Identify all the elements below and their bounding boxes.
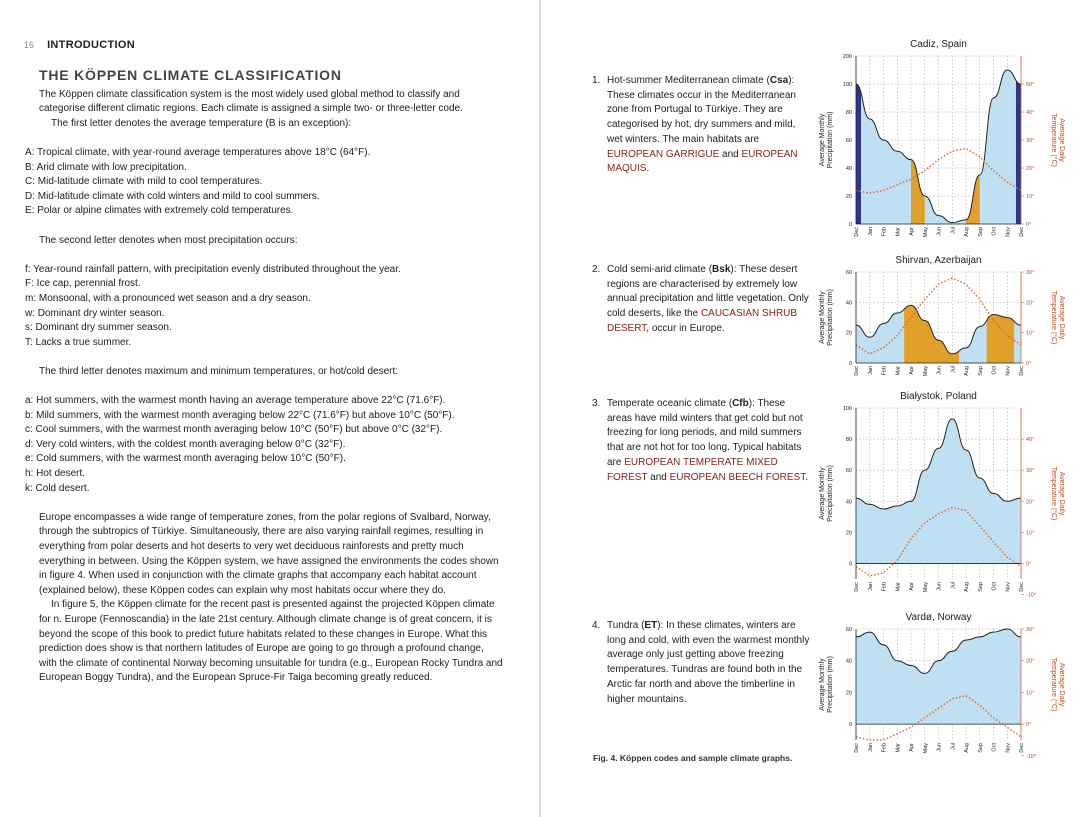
climate-chart-shirvan bbox=[814, 252, 1074, 387]
y2-tick-label: 0° bbox=[1026, 361, 1032, 367]
chart-title: Vardø, Norway bbox=[905, 612, 972, 623]
second-letter-item: T: Lacks a true summer. bbox=[25, 336, 132, 348]
y-tick-label: 40 bbox=[845, 658, 852, 665]
y2-tick-label: 20° bbox=[1026, 658, 1035, 665]
left-column bbox=[25, 67, 504, 686]
y2-axis-label-line: Temperature (°C) bbox=[1050, 290, 1057, 345]
x-tick-label: Dec bbox=[1019, 227, 1025, 237]
item-number: 1. bbox=[592, 75, 601, 86]
third-letter-item: e: Cold summers, with the warmest month averaging below 10°C (50°F). bbox=[25, 453, 346, 465]
x-tick-label: Feb bbox=[881, 366, 888, 376]
y-axis-label-line: Average Monthly bbox=[819, 467, 826, 520]
x-tick-label: Jul bbox=[950, 227, 957, 235]
y-axis-label-line: Average Monthly bbox=[819, 658, 826, 711]
page-gutter bbox=[539, 0, 541, 817]
y-tick-label: 20 bbox=[845, 530, 852, 537]
second-letter-note: The second letter denotes when most precipitation occurs: bbox=[39, 234, 298, 246]
x-tick-label: May bbox=[922, 227, 929, 238]
y2-tick-label: 30° bbox=[1026, 138, 1035, 144]
y2-tick-label: 20° bbox=[1026, 300, 1035, 307]
x-tick-label: Jun bbox=[936, 227, 943, 236]
x-tick-label: Mar bbox=[895, 743, 902, 753]
x-tick-label: Dec bbox=[854, 582, 860, 592]
x-tick-label: Apr bbox=[909, 582, 915, 591]
y-axis-label-line: Precipitation (mm) bbox=[827, 289, 834, 346]
x-tick-label: Feb bbox=[881, 743, 888, 753]
x-tick-label: Jun bbox=[936, 366, 943, 375]
habitat-link[interactable]: EUROPEAN MAQUIS bbox=[607, 148, 798, 175]
item-number: 4. bbox=[592, 620, 601, 631]
dry-season-band bbox=[904, 272, 959, 363]
page-title: THE KÖPPEN CLIMATE CLASSIFICATION bbox=[39, 67, 342, 83]
climate-code: Csa bbox=[769, 75, 789, 86]
y2-tick-label: -10° bbox=[1026, 592, 1037, 599]
y2-axis-label-line: Temperature (°C) bbox=[1050, 113, 1057, 167]
x-tick-label: Apr bbox=[909, 366, 915, 375]
chart-title: Shirvan, Azerbaijan bbox=[895, 255, 982, 266]
third-letter-item: a: Hot summers, with the warmest month having an average temperature above 22°C (71.6°F). bbox=[25, 395, 446, 407]
x-tick-label: Sep bbox=[977, 366, 984, 376]
y2-tick-label: 40° bbox=[1026, 110, 1035, 116]
y2-axis-label-line: Average Daily bbox=[1058, 471, 1065, 516]
x-tick-label: Nov bbox=[1005, 366, 1012, 376]
y-axis-label-line: Precipitation (mm) bbox=[827, 111, 834, 169]
climate-code: ET bbox=[644, 620, 658, 631]
y-tick-label: 40 bbox=[845, 300, 852, 307]
y-axis-label-line: Precipitation (mm) bbox=[827, 465, 834, 522]
y2-axis-label bbox=[1050, 291, 1065, 345]
climate-code: Bsk bbox=[712, 264, 731, 275]
x-tick-label: Jan bbox=[867, 743, 874, 752]
habitat-link[interactable]: CAUCASIAN SHRUB DESERT bbox=[607, 308, 798, 334]
x-tick-label: Dec bbox=[854, 366, 860, 376]
third-letter-item: b: Mild summers, with the warmest month averaging below 22°C (71.6°F) but above 10°C (50°F). bbox=[25, 409, 455, 421]
y-tick-label: 20 bbox=[845, 194, 852, 200]
y-tick-label: 60 bbox=[845, 270, 852, 276]
x-tick-label: Dec bbox=[1019, 582, 1025, 592]
x-tick-label: Dec bbox=[854, 743, 860, 753]
second-letter-item: m: Monsoonal, with a pronounced wet season and a dry season. bbox=[25, 292, 311, 304]
y2-axis-label-line: Average Daily bbox=[1058, 662, 1065, 707]
y2-tick-label: 20° bbox=[1026, 499, 1035, 506]
climate-item-et: 4. Tundra (ET): In these climates, winters are long and cold, with even the warmest monthly average only just getting above freezing temperatures. Tundras are found both in the Arctic far north and above the timberline in higher mountains. bbox=[592, 620, 810, 705]
y-tick-label: 40 bbox=[845, 499, 852, 506]
y-tick-label: 40 bbox=[845, 166, 852, 172]
x-tick-label: Oct bbox=[991, 227, 998, 236]
climate-graph bbox=[814, 252, 1074, 387]
third-letter-list bbox=[25, 394, 504, 496]
y2-tick-label: 10° bbox=[1026, 530, 1035, 537]
x-tick-label: Feb bbox=[881, 227, 888, 237]
x-tick-label: Oct bbox=[991, 366, 998, 375]
first-letter-item: B: Arid climate with low precipitation. bbox=[25, 161, 187, 173]
y-tick-label: 100 bbox=[842, 82, 852, 88]
x-tick-label: Jan bbox=[867, 227, 874, 236]
second-letter-list bbox=[25, 263, 504, 351]
y-tick-label: 80 bbox=[845, 110, 852, 116]
x-tick-label: Aug bbox=[964, 582, 970, 592]
first-letter-list bbox=[25, 146, 504, 219]
europe-paragraph: Europe encompasses a wide range of temperature zones, from the polar regions of Svalbard, Norway, through the subtropics of Türkiye. Simultaneously, there are also varying rainfall regimes, resulting in everything from polar deserts and hot deserts to very wet deciduous rainforests and pretty much everything in between. Using the Köppen system, we have assigned the environments the codes shown in figure 4. When used in conjunction with the climate graphs that accompany each habitat account (explained below), these Köppen codes can explain why most habitats occur where they do. bbox=[39, 511, 499, 596]
y2-axis-label-line: Temperature (°C) bbox=[1050, 466, 1057, 521]
x-tick-label: May bbox=[922, 743, 929, 754]
y-tick-label: 60 bbox=[845, 468, 852, 475]
x-tick-label: Nov bbox=[1005, 743, 1012, 753]
climate-item-cfb: 3. Temperate oceanic climate (Cfb): These areas have mild winters that get cold but not freezing for long periods, and mild summers that are not hot for too long. Typical habitats are EUROPEAN TEMPERATE MIXED FOREST and EUROPEAN BEECH FOREST. bbox=[592, 398, 809, 483]
second-letter-item: s: Dominant dry summer season. bbox=[25, 322, 172, 334]
y-tick-label: 20 bbox=[845, 690, 852, 697]
climate-chart-bialystok bbox=[814, 388, 1074, 603]
dry-season-band bbox=[987, 272, 1015, 363]
x-tick-label: Nov bbox=[1005, 227, 1012, 237]
y2-tick-label: 10° bbox=[1026, 194, 1035, 200]
page-number: 16 bbox=[24, 40, 35, 50]
y-axis-label-line: Average Monthly bbox=[819, 291, 826, 344]
x-tick-label: Feb bbox=[881, 582, 888, 592]
x-tick-label: Dec bbox=[1019, 366, 1025, 376]
x-tick-label: Aug bbox=[964, 743, 970, 753]
x-tick-label: Jul bbox=[950, 582, 957, 590]
x-tick-label: May bbox=[922, 582, 929, 593]
item-number: 2. bbox=[592, 264, 601, 275]
x-tick-label: Mar bbox=[895, 227, 902, 237]
x-tick-label: Jan bbox=[867, 582, 874, 591]
climate-code: Cfb bbox=[732, 398, 749, 409]
y-tick-label: 80 bbox=[845, 437, 852, 444]
intro-paragraph: The Köppen climate classification system is the most widely used global method to classify and categorise different climatic regions. Each climate is assigned a simple two- or three-letter code. bbox=[39, 88, 463, 115]
y-axis-label bbox=[819, 112, 834, 169]
y-tick-label: 0 bbox=[848, 361, 852, 367]
y2-tick-label: 30° bbox=[1026, 270, 1035, 276]
y-axis-label bbox=[819, 465, 834, 522]
x-tick-label: Jun bbox=[936, 582, 943, 591]
climate-item-csa: 1. Hot-summer Mediterranean climate (Csa): These climates occur in the Mediterranean zone from Portugal to Türkiye. They are categorised by hot, dry summers and mild, wet winters. The main habitats are EUROPEAN GARRIGUE and EUROPEAN MAQUIS. bbox=[592, 75, 798, 175]
x-tick-label: Sep bbox=[977, 743, 984, 753]
y-axis-label bbox=[819, 656, 834, 713]
y2-tick-label: 50° bbox=[1026, 82, 1035, 88]
x-tick-label: Sep bbox=[977, 227, 984, 237]
y2-tick-label: 10° bbox=[1026, 330, 1035, 337]
x-tick-label: Mar bbox=[895, 366, 902, 376]
y-tick-label: 100 bbox=[842, 406, 852, 412]
climate-chart-cadiz bbox=[814, 36, 1074, 248]
x-tick-label: May bbox=[922, 366, 929, 377]
x-tick-label: Oct bbox=[991, 582, 998, 591]
y-axis-label-line: Average Monthly bbox=[819, 113, 826, 167]
x-tick-label: Dec bbox=[1019, 743, 1025, 753]
x-tick-label: Jul bbox=[950, 743, 957, 751]
habitat-link[interactable]: EUROPEAN BEECH FOREST bbox=[669, 471, 806, 483]
second-letter-item: F: Ice cap, perennial frost. bbox=[25, 278, 141, 290]
x-tick-label: Aug bbox=[964, 227, 970, 237]
x-tick-label: Jun bbox=[936, 743, 943, 752]
chart-title: Cadiz, Spain bbox=[910, 39, 967, 50]
section-title: INTRODUCTION bbox=[47, 39, 136, 51]
y-tick-label: 200 bbox=[842, 54, 852, 60]
y2-tick-label: 30° bbox=[1026, 468, 1035, 475]
first-letter-item: A: Tropical climate, with year-round average temperatures above 18°C (64°F). bbox=[25, 146, 371, 158]
habitat-link[interactable]: EUROPEAN TEMPERATE MIXED FOREST bbox=[607, 456, 778, 483]
y-tick-label: 20 bbox=[845, 330, 852, 337]
third-letter-item: d: Very cold winters, with the coldest month averaging below 0°C (32°F). bbox=[25, 438, 346, 450]
y2-tick-label: 0° bbox=[1026, 222, 1032, 228]
running-header bbox=[24, 39, 135, 51]
second-letter-item: w: Dominant dry winter season. bbox=[25, 307, 165, 319]
y2-axis-label-line: Temperature (°C) bbox=[1050, 657, 1057, 712]
wet-season-band bbox=[856, 56, 861, 224]
y2-axis-label bbox=[1050, 658, 1065, 712]
y2-tick-label: 0° bbox=[1026, 561, 1032, 568]
y-tick-label: 0 bbox=[848, 722, 852, 729]
y2-tick-label: 0° bbox=[1026, 722, 1032, 729]
y-tick-label: 0 bbox=[848, 561, 852, 568]
climate-chart-vardo bbox=[814, 609, 1074, 764]
habitat-link[interactable]: EUROPEAN GARRIGUE bbox=[607, 148, 720, 160]
climate-graph bbox=[814, 36, 1074, 248]
third-letter-item: k: Cold desert. bbox=[25, 482, 90, 494]
y2-tick-label: 30° bbox=[1026, 627, 1035, 633]
x-tick-label: Jan bbox=[867, 366, 874, 375]
x-tick-label: Apr bbox=[909, 743, 915, 752]
x-tick-label: Mar bbox=[895, 582, 902, 592]
first-letter-item: D: Mid-latitude climate with cold winters and mild to cool summers. bbox=[25, 190, 320, 202]
y-axis-label bbox=[819, 289, 834, 346]
third-letter-item: h: Hot desert. bbox=[25, 468, 86, 480]
x-tick-label: Aug bbox=[964, 366, 970, 376]
x-tick-label: Apr bbox=[909, 227, 915, 236]
first-letter-item: E: Polar or alpine climates with extremely cold temperatures. bbox=[25, 205, 294, 217]
y2-axis-label-line: Average Daily bbox=[1058, 118, 1065, 162]
y2-axis-label bbox=[1050, 467, 1065, 521]
y-tick-label: 0 bbox=[848, 222, 852, 228]
y-axis-label-line: Precipitation (mm) bbox=[827, 656, 834, 713]
x-tick-label: Sep bbox=[977, 582, 984, 592]
x-tick-label: Nov bbox=[1005, 582, 1012, 592]
first-letter-note: The first letter denotes the average temperature (B is an exception): bbox=[51, 117, 352, 129]
third-letter-item: c: Cool summers, with the warmest month averaging below 10°C (50°F) but above 0°C (32°F). bbox=[25, 424, 443, 436]
figure5-paragraph: In figure 5, the Köppen climate for the recent past is presented against the projected Köppen climate for n. Europe (Fennoscandia) in the late 21st century. Although climate change is of great concern, it is beyond the scope of this book to predict future habitats related to these changes in Europe. What this prediction does show is that northern latitudes of Europe are going to go through a profound change, with the climate of continental Norway becoming unsuitable for tundra (e.g., European Rocky Tundra and European Boggy Tundra), and the European Spruce-Fir Taiga becoming greatly reduced. bbox=[39, 599, 503, 684]
x-tick-label: Oct bbox=[991, 743, 998, 752]
second-letter-item: f: Year-round rainfall pattern, with precipitation evenly distributed throughout the year. bbox=[25, 263, 401, 275]
x-tick-label: Dec bbox=[854, 227, 860, 237]
y-tick-label: 60 bbox=[845, 138, 852, 144]
climate-graph bbox=[814, 609, 1074, 764]
climate-item-bsk: 2. Cold semi-arid climate (Bsk): These desert regions are characterised by extremely low annual precipitation and little vegetation. Only cold deserts, like the CAUCASIAN SHRUB DESERT, occur in Europe. bbox=[592, 264, 809, 334]
x-tick-label: Jul bbox=[950, 366, 957, 374]
y-tick-label: 60 bbox=[845, 627, 852, 633]
y2-tick-label: 20° bbox=[1026, 166, 1035, 172]
y2-tick-label: 10° bbox=[1026, 690, 1035, 697]
third-letter-note: The third letter denotes maximum and minimum temperatures, or hot/cold desert: bbox=[39, 365, 399, 377]
y2-axis-label bbox=[1050, 113, 1065, 167]
y2-tick-label: -10° bbox=[1026, 753, 1037, 760]
y2-tick-label: 40° bbox=[1026, 437, 1035, 444]
first-letter-item: C: Mid-latitude climate with mild to cool temperatures. bbox=[25, 176, 263, 188]
item-number: 3. bbox=[592, 398, 601, 409]
chart-title: Białystok, Poland bbox=[900, 391, 977, 402]
climate-graph bbox=[814, 388, 1074, 603]
y2-axis-label-line: Average Daily bbox=[1058, 295, 1065, 340]
figure-caption: Fig. 4. Köppen codes and sample climate graphs. bbox=[593, 753, 793, 763]
